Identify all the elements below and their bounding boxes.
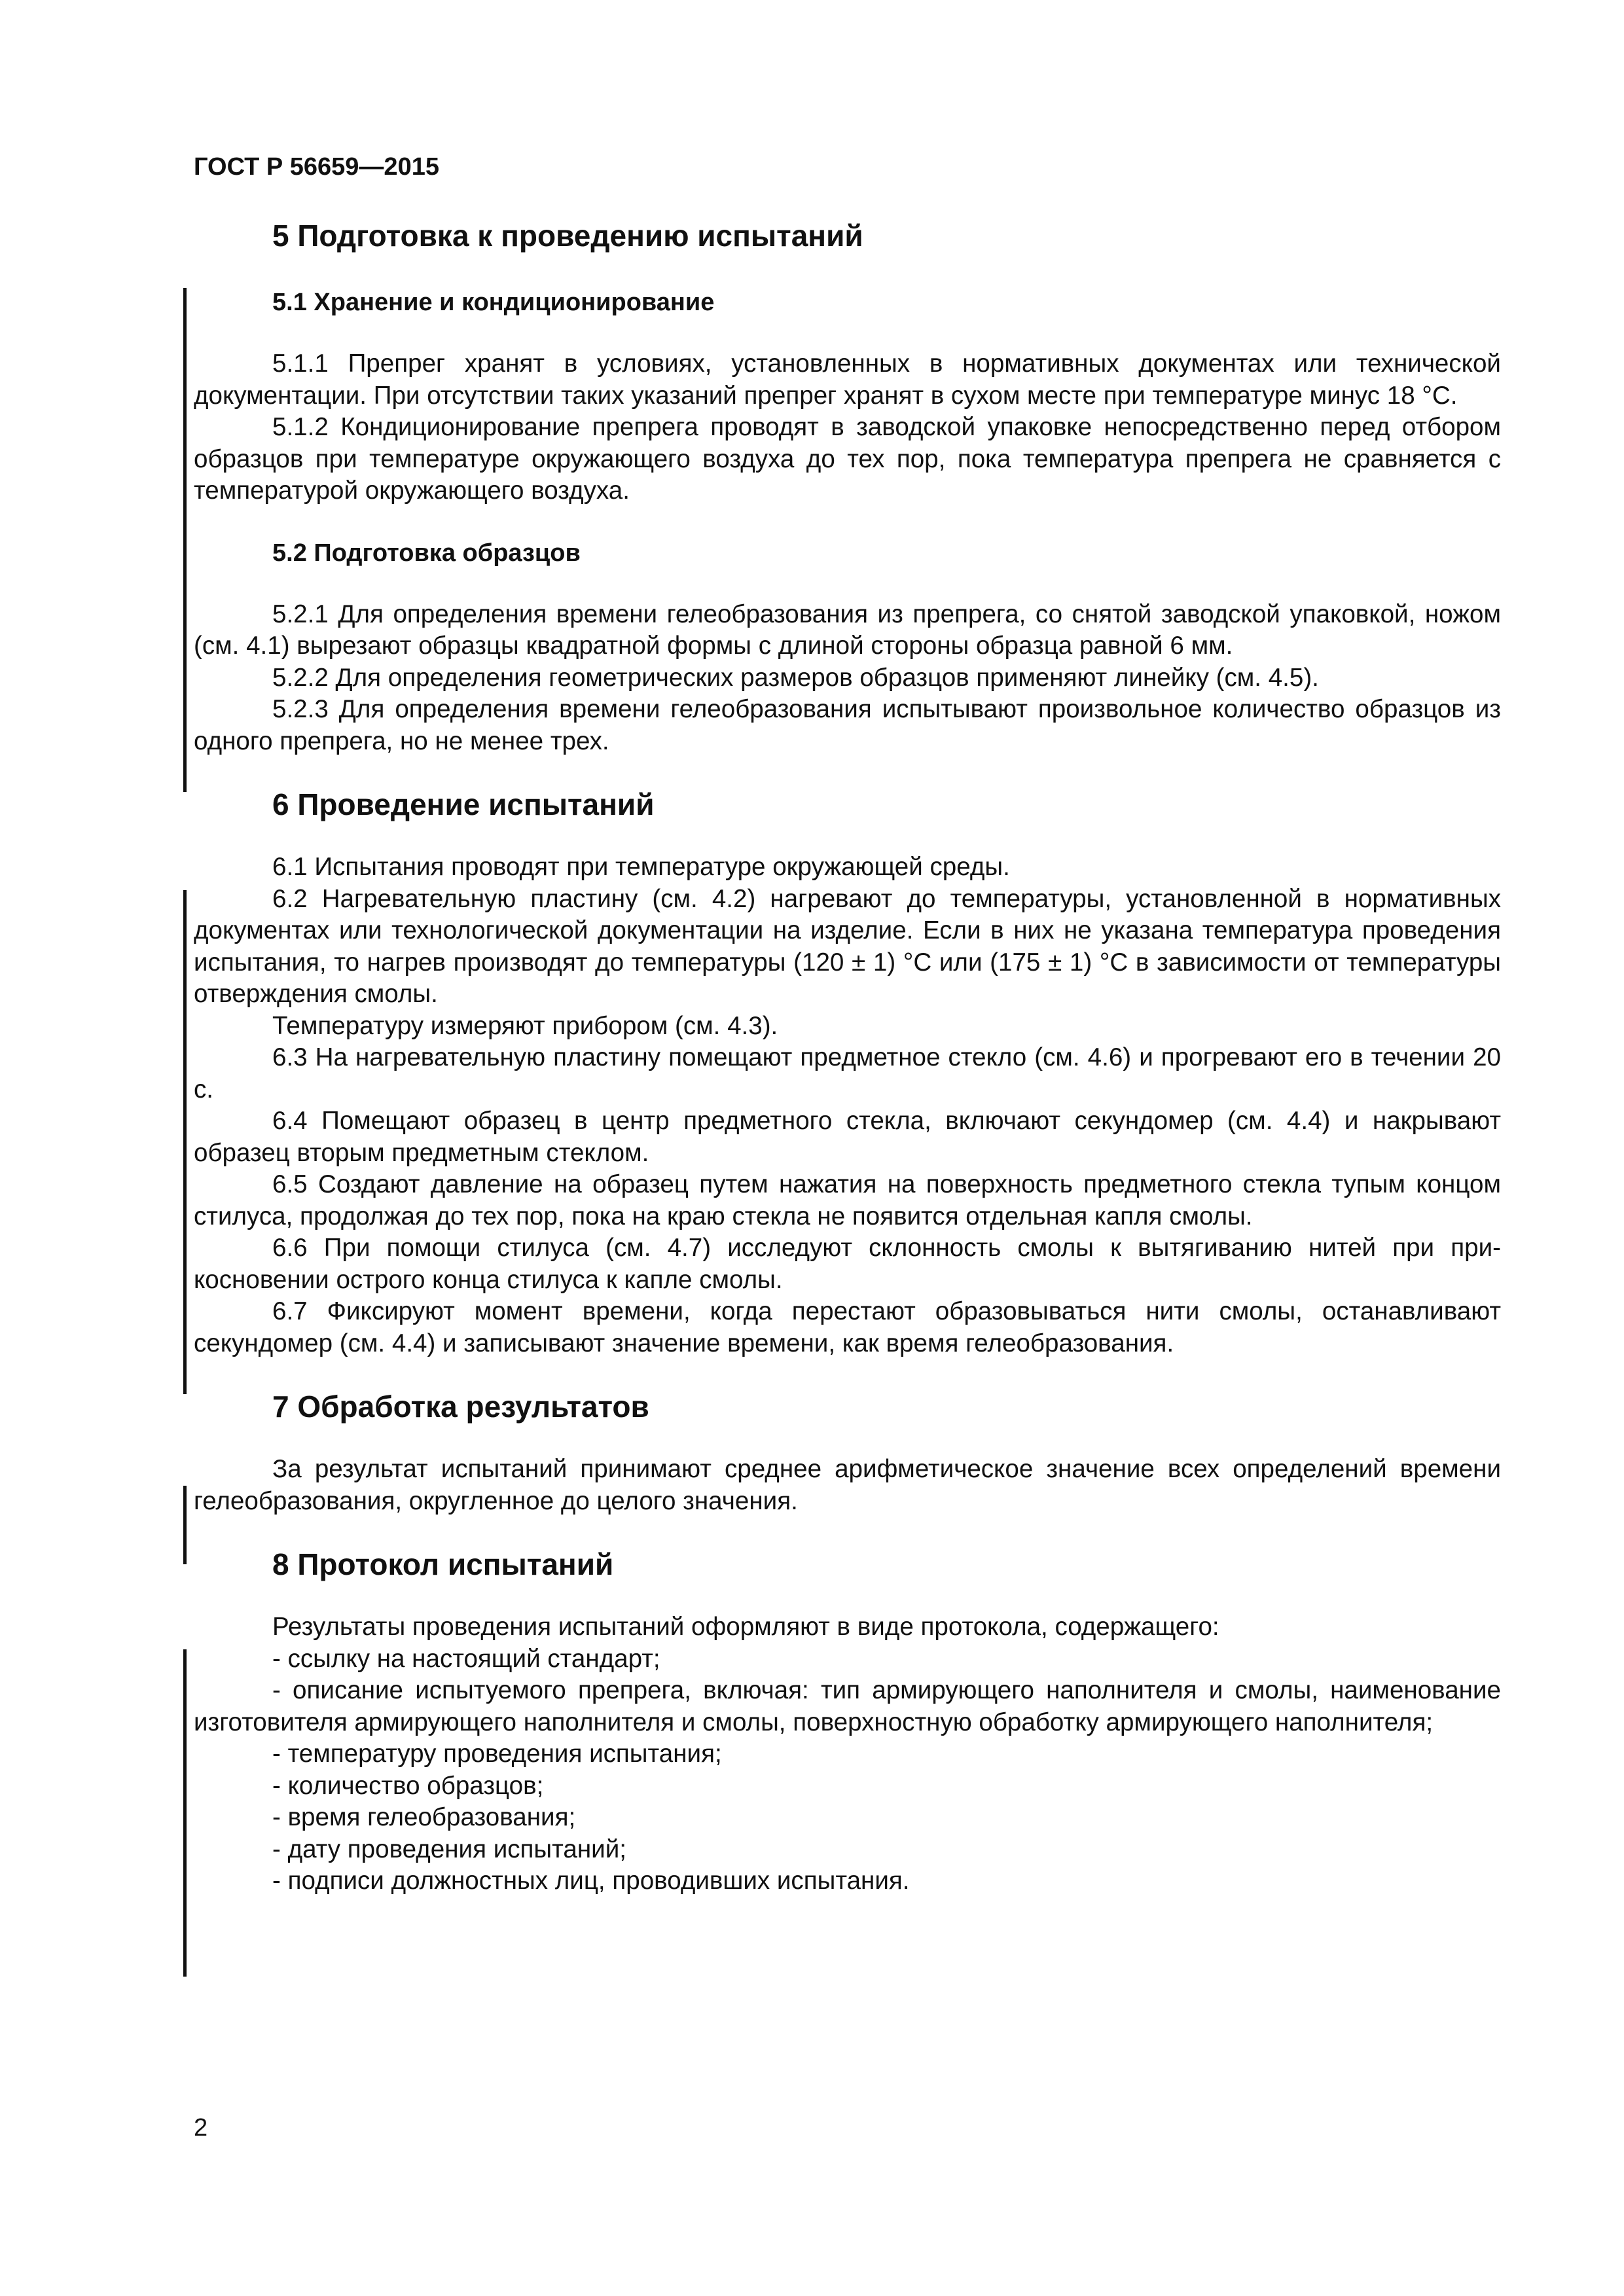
paragraph-6-1: 6.1 Испытания проводят при температуре окружающей среды. xyxy=(272,853,1010,881)
protocol-list-item: - подписи должностных лиц, проводивших испытания. xyxy=(272,1867,910,1895)
paragraph-5-2-2: 5.2.2 Для определения геометрических размеров образцов применяют линейку (см. 4.5). xyxy=(272,663,1319,692)
section-5-1-title: 5.1 Хранение и кондиционирование xyxy=(272,289,715,316)
protocol-list-item: - описание испытуемого препрега, включая: тип армирующего наполнителя и смолы, наименование изготовителя армирующего наполнителя и смолы, поверхностную обработку армирующего наполнителя; xyxy=(194,1676,1501,1736)
page-number: 2 xyxy=(194,2114,208,2142)
protocol-list-item: - время гелеобразования; xyxy=(272,1803,576,1831)
paragraph-6-4: 6.4 Помещают образец в центр предметного стекла, включают секундомер (см. 4.4) и накрывают образец вторым предметным стеклом. xyxy=(194,1107,1501,1167)
change-bar xyxy=(183,1486,187,1564)
paragraph-8-intro: Результаты проведения испытаний оформляют в виде протокола, содержащего: xyxy=(272,1613,1219,1641)
section-7-title: 7 Обработка результатов xyxy=(272,1390,649,1424)
paragraph-5-1-2: 5.1.2 Кондиционирование препрега проводят в заводской упаковке непосредственно перед отбором образцов при температуре окружающего воздуха до тех пор, пока температура препрега не сравняется с температурой окружающего воздуха. xyxy=(194,413,1501,505)
paragraph-7: За результат испытаний принимают среднее арифметическое значение всех определений времени гелеобразования, округленное до целого значения. xyxy=(194,1455,1501,1515)
change-bar xyxy=(183,890,187,1394)
document-code: ГОСТ Р 56659—2015 xyxy=(194,153,439,181)
section-5-title: 5 Подготовка к проведению испытаний xyxy=(272,219,863,253)
section-8-title: 8 Протокол испытаний xyxy=(272,1547,614,1581)
paragraph-6-2: 6.2 Нагревательную пластину (см. 4.2) нагревают до температуры, установленной в нормативных документах или технологической документации на изделие. Если в них не указана температура проведения испытания, то нагрев производят до температуры (120 ± 1) °С или (175 ± 1) °С в зависимости от температуры отверждения смолы. xyxy=(194,884,1501,1008)
protocol-list-item: - количество образцов; xyxy=(272,1771,544,1800)
paragraph-6-5: 6.5 Создают давление на образец путем нажатия на поверхность предметного стекла тупым концом стилуса, продолжая до тех пор, пока на краю стекла не появится отдельная капля смолы. xyxy=(194,1170,1501,1230)
change-bar xyxy=(183,1649,187,1977)
paragraph-6-2-note: Температуру измеряют прибором (см. 4.3). xyxy=(272,1011,778,1040)
protocol-list-item: - температуру проведения испытания; xyxy=(272,1740,722,1768)
paragraph-6-7: 6.7 Фиксируют момент времени, когда перестают образовываться нити смолы, останавливают секундомер (см. 4.4) и записывают значение времени, как время гелеобразования. xyxy=(194,1297,1501,1357)
protocol-list-item: - дату проведения испытаний; xyxy=(272,1835,626,1863)
document-body xyxy=(194,215,1501,1897)
paragraph-5-2-1: 5.2.1 Для определения времени гелеобразования из препрега, со снятой заводской упаковкой, ножом (см. 4.1) вырезают образцы квадратной формы с длиной стороны образца равной 6 мм. xyxy=(194,600,1501,660)
paragraph-6-6: 6.6 При помощи стилуса (см. 4.7) исследуют склонность смолы к вытягиванию нитей при прикосновении острого конца стилуса к капле смолы. xyxy=(194,1234,1501,1294)
paragraph-6-3: 6.3 На нагревательную пластину помещают предметное стекло (см. 4.6) и прогревают его в течении 20 с. xyxy=(194,1043,1501,1103)
change-bar xyxy=(183,288,187,792)
section-5-2-title: 5.2 Подготовка образцов xyxy=(272,539,581,567)
paragraph-5-2-3: 5.2.3 Для определения времени гелеобразования испытывают произвольное количество образцов из одного препрега, но не менее трех. xyxy=(194,695,1501,755)
paragraph-5-1-1: 5.1.1 Препрег хранят в условиях, установленных в нормативных документах или технической документации. При отсутствии таких указаний препрег хранят в сухом месте при температуре минус 18 °С. xyxy=(194,350,1501,410)
section-6-title: 6 Проведение испытаний xyxy=(272,787,655,821)
protocol-list-item: - ссылку на настоящий стандарт; xyxy=(272,1644,660,1673)
